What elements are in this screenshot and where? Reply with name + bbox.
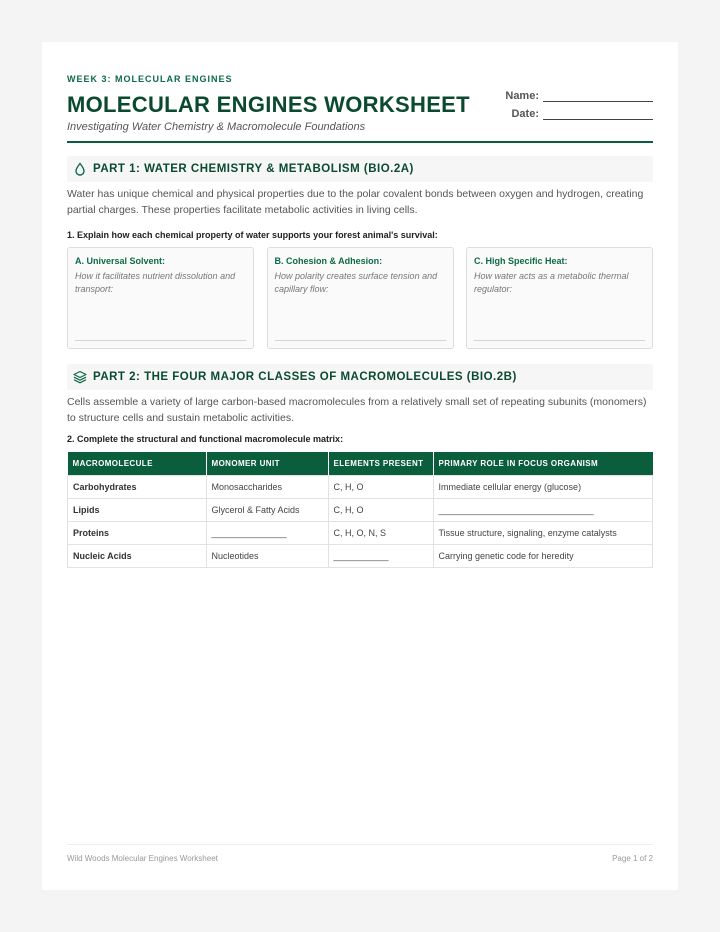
date-label: Date: xyxy=(511,108,539,120)
footer-title: Wild Woods Molecular Engines Worksheet xyxy=(67,854,218,863)
header-rule xyxy=(67,141,653,143)
page-number: Page 1 of 2 xyxy=(612,854,653,863)
table-cell: Tissue structure, signaling, enzyme catalysts xyxy=(433,522,653,545)
column-header: MONOMER UNIT xyxy=(206,452,328,476)
footer-rule xyxy=(67,844,653,845)
macromolecule-table xyxy=(67,452,653,568)
layers-icon xyxy=(73,370,87,384)
water-drop-icon xyxy=(73,162,87,176)
property-cards xyxy=(67,247,653,349)
table-row xyxy=(68,522,653,545)
table-cell: Proteins xyxy=(68,522,207,545)
name-label: Name: xyxy=(505,90,539,102)
card-title: B. Cohesion & Adhesion: xyxy=(274,256,383,266)
part1-title: PART 1: WATER CHEMISTRY & METABOLISM (BIO.2A) xyxy=(93,163,414,175)
answer-line xyxy=(474,340,645,341)
name-date-block xyxy=(505,84,653,120)
table-cell: Glycerol & Fatty Acids xyxy=(206,499,328,522)
page-title: MOLECULAR ENGINES WORKSHEET xyxy=(67,92,470,117)
column-header: MACROMOLECULE xyxy=(68,452,207,476)
question-2: 2. Complete the structural and functional macromolecule matrix: xyxy=(67,434,344,444)
worksheet-page xyxy=(42,42,678,890)
answer-line xyxy=(75,340,246,341)
fill-in-blank[interactable]: _______________ xyxy=(206,522,328,545)
table-row xyxy=(68,499,653,522)
card-specific-heat[interactable] xyxy=(466,247,653,349)
part2-title: PART 2: THE FOUR MAJOR CLASSES OF MACROMOLECULES (BIO.2B) xyxy=(93,371,517,383)
part2-intro: Cells assemble a variety of large carbon-based macromolecules from a relatively small set of repeating subunits (monomers) to structure cells and sustain metabolic activities. xyxy=(67,396,647,424)
answer-line xyxy=(275,340,446,341)
table-cell: C, H, O, N, S xyxy=(328,522,433,545)
card-cohesion-adhesion[interactable] xyxy=(267,247,454,349)
table-cell: C, H, O xyxy=(328,476,433,499)
name-field[interactable] xyxy=(543,89,653,102)
fill-in-blank[interactable]: _______________________________ xyxy=(433,499,653,522)
part2-heading xyxy=(67,364,653,390)
fill-in-blank[interactable]: ___________ xyxy=(328,545,433,568)
part1-heading xyxy=(67,156,653,182)
question-1: 1. Explain how each chemical property of water supports your forest animal's survival: xyxy=(67,230,438,240)
card-title: C. High Specific Heat: xyxy=(474,256,568,266)
card-prompt: How water acts as a metabolic thermal regulator: xyxy=(474,271,629,294)
date-field[interactable] xyxy=(543,107,653,120)
table-row xyxy=(68,545,653,568)
table-row xyxy=(68,476,653,499)
table-cell: Carrying genetic code for heredity xyxy=(433,545,653,568)
table-cell: Monosaccharides xyxy=(206,476,328,499)
table-cell: Carbohydrates xyxy=(68,476,207,499)
week-label: WEEK 3: MOLECULAR ENGINES xyxy=(67,74,233,84)
card-title: A. Universal Solvent: xyxy=(75,256,166,266)
table-cell: C, H, O xyxy=(328,499,433,522)
card-universal-solvent[interactable] xyxy=(67,247,254,349)
column-header: ELEMENTS PRESENT xyxy=(328,452,433,476)
table-cell: Immediate cellular energy (glucose) xyxy=(433,476,653,499)
table-cell: Nucleic Acids xyxy=(68,545,207,568)
card-prompt: How it facilitates nutrient dissolution and transport: xyxy=(75,271,236,294)
table-cell: Nucleotides xyxy=(206,545,328,568)
table-header-row xyxy=(68,452,653,476)
table-cell: Lipids xyxy=(68,499,207,522)
card-prompt: How polarity creates surface tension and capillary flow: xyxy=(274,271,438,294)
column-header: PRIMARY ROLE IN FOCUS ORGANISM xyxy=(433,452,653,476)
page-subtitle: Investigating Water Chemistry & Macromolecule Foundations xyxy=(67,121,366,133)
part1-intro: Water has unique chemical and physical properties due to the polar covalent bonds between oxygen and hydrogen, creating partial charges. These properties facilitate metabolic activities in living cells. xyxy=(67,188,644,216)
